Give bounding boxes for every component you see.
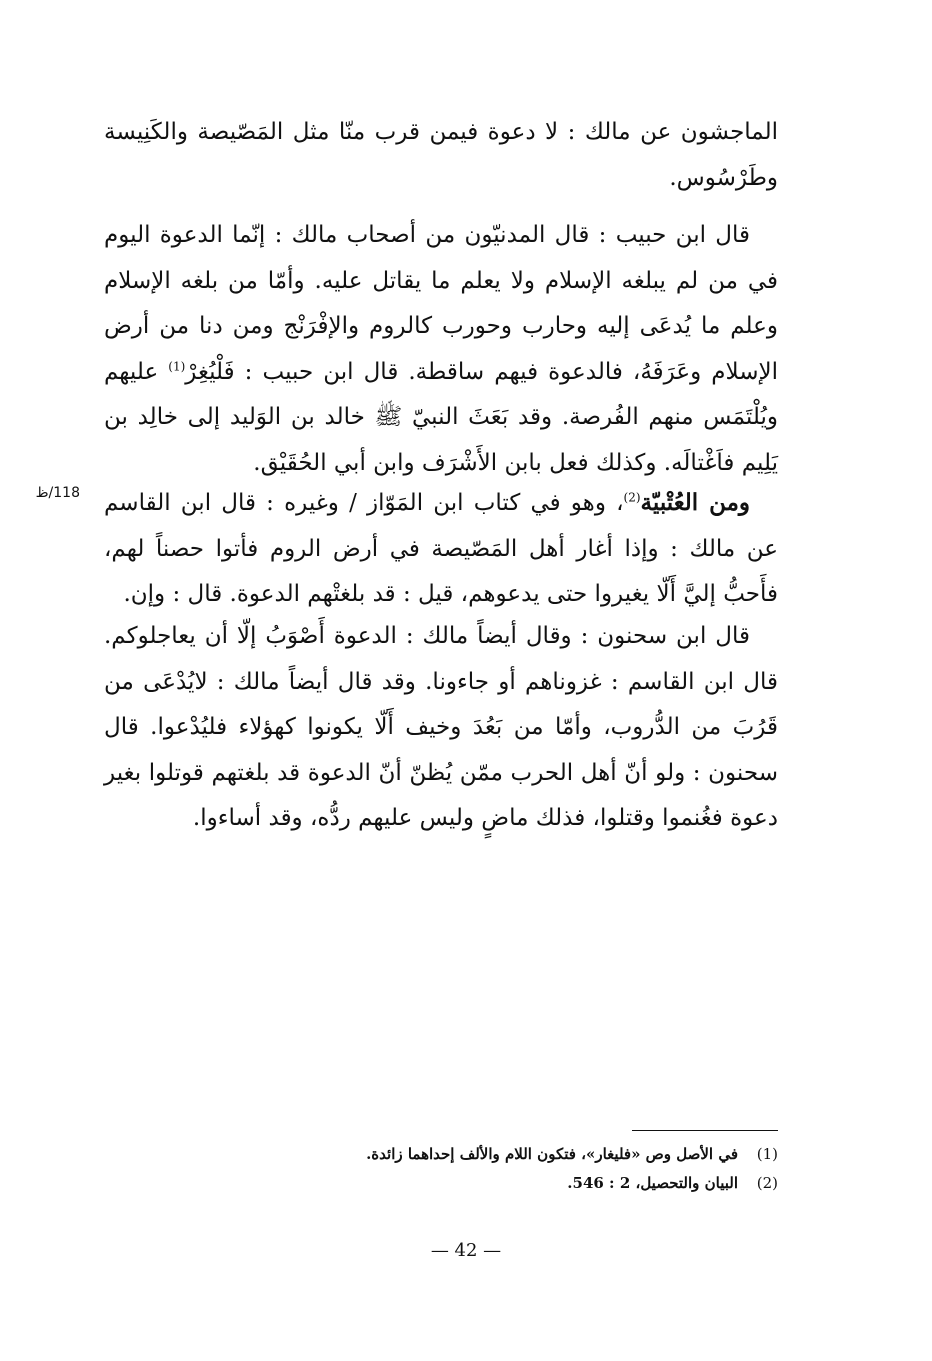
footnote-1-number: (1) xyxy=(756,1145,778,1163)
paragraph-4-text: قال ابن سحنون : وقال أيضاً مالك : الدعوة أَصْوَبُ إلّا أن يعاجلوكم. قال ابن القاسم : غزوناهم أو جاءونا. وقد قال أيضاً مالك : لايُدْعَى من قَرُبَ من الدُّروب، وأمّا من بَعُدَ وخيف أَلّا يكونوا كهؤلاء فليُدْعوا. قال سحنون : ولو أنّ أهل الحرب ممّن يُظنّ أنّ الدعوة قد بلغتهم قوتلوا بغير دعوة فغُنموا وقتلوا، فذلك ماضٍ وليس عليهم ردُّه، وقد أساءوا. xyxy=(104,623,778,831)
paragraph-1 xyxy=(104,110,778,201)
footnote-ref-2: (2) xyxy=(623,490,641,505)
paragraph-2-text-a: قال ابن حبيب : قال المدنيّون من أصحاب مالك : إنّما الدعوة اليوم في من لم يبلغه الإسلام ولا يعلم ما يقاتل عليه. وأمّا من بلغه الإسلام وعلم ما يُدعَى إليه وحارب وحورب كالروم والإفْرَنْج ومن دنا من أرض الإسلام وعَرَفَهُ، فالدعوة فيهم ساقطة. قال ابن حبيب : فَلْيُغِرْ xyxy=(104,222,779,385)
footnote-ref-1: (1) xyxy=(168,358,186,373)
footnote-separator xyxy=(632,1130,778,1131)
footnote-2-number: (2) xyxy=(756,1174,778,1192)
paragraph-3 xyxy=(104,480,778,618)
footnote-1-text: في الأصل وص «فليغار»، فتكون اللام والألف إحداهما زائدة. xyxy=(366,1145,738,1163)
margin-folio-note: 118/ظ xyxy=(35,485,80,501)
paragraph-2-text-b: عليهم ويُلْتَمَس منهم الفُرصة. وقد بَعَثَ النبيّ ﷺ خالد بن الوَليد إلى خالِد بن يَلِيم فاَغْتالَه. وكذلك فعل بابن الأَشْرَف وابن أبي الحُقَيْق. xyxy=(104,358,778,476)
paragraph-2 xyxy=(104,213,778,486)
paragraph-4 xyxy=(104,614,778,842)
footnote-1 xyxy=(310,1140,778,1169)
paragraph-3-book-title: ومن العُتْبيّة xyxy=(640,489,751,516)
footnote-2 xyxy=(310,1169,778,1198)
paragraph-3-text: ، وهو في كتاب ابن المَوّاز / وغيره : قال ابن القاسم عن مالك : وإذا أغار أهل المَصّيصة في أرض الروم فأتوا حصناً لهم، فأَحبُّ إليَّ أَلّا يغيروا حتى يدعوهم، قيل : قد بلغتْهم الدعوة. قال : وإن. xyxy=(104,490,778,607)
page-number: — 42 — xyxy=(430,1240,502,1261)
footnotes xyxy=(310,1140,778,1198)
paragraph-1-text: الماجشون عن مالك : لا دعوة فيمن قرب منّا مثل المَصّيصة والكَنِيسة وطَرْسُوس. xyxy=(104,119,778,191)
footnote-2-text: البيان والتحصيل، 2 : 546. xyxy=(567,1174,738,1192)
